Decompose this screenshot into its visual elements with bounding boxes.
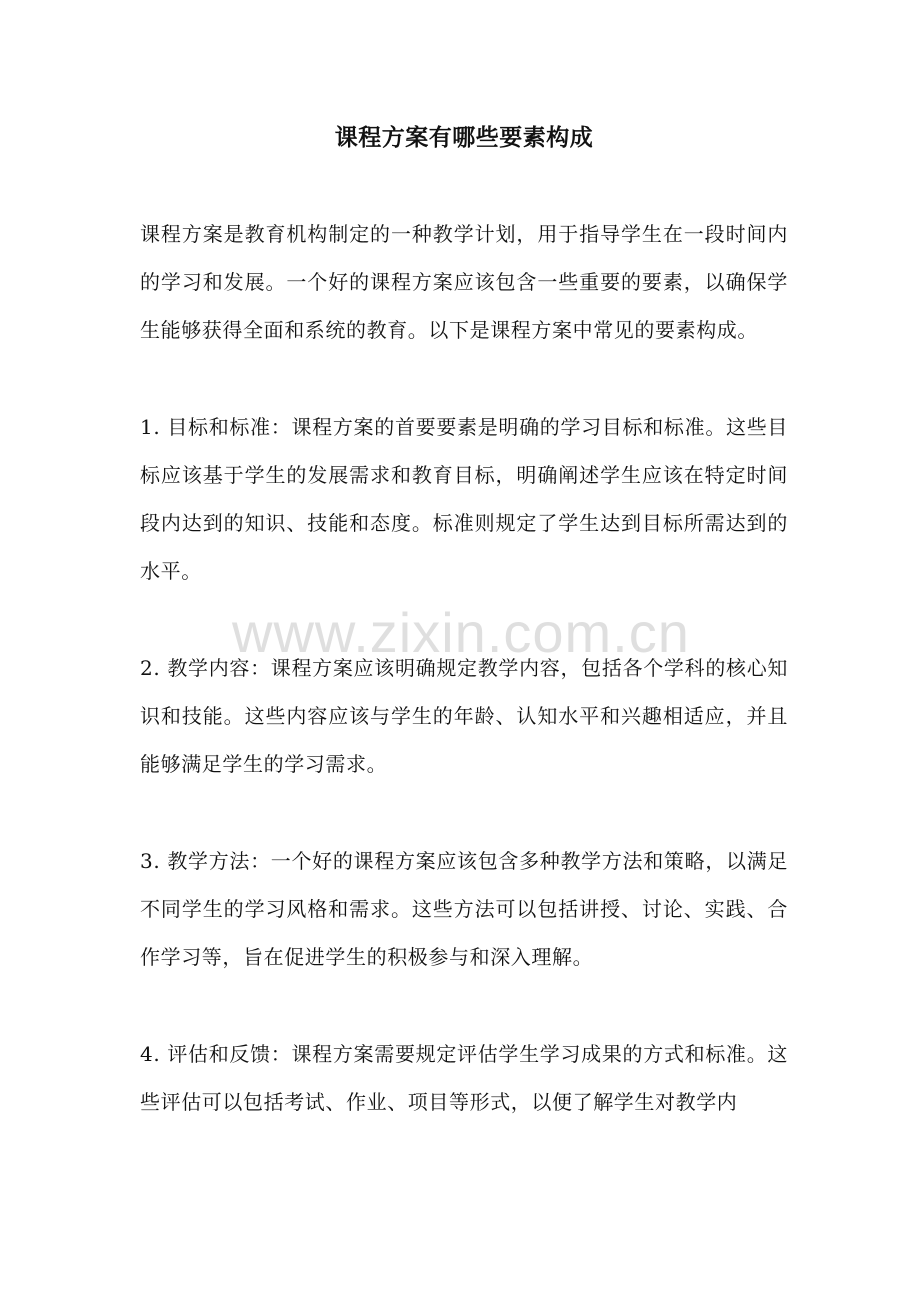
watermark-text: www.zixin.com.cn [232, 601, 690, 664]
document-title: 课程方案有哪些要素构成 [334, 124, 594, 151]
section-paragraph-methods: 3. 教学方法：一个好的课程方案应该包含多种教学方法和策略，以满足不同学生的学习风格和需求。这些方法可以包括讲授、讨论、实践、合作学习等，旨在促进学生的积极参与和深入理解。 [140, 849, 788, 969]
section-paragraph-goals: 1. 目标和标准：课程方案的首要要素是明确的学习目标和标准。这些目标应该基于学生的发展需求和教育目标，明确阐述学生应该在特定时间段内达到的知识、技能和态度。标准则规定了学生达到目标所需达到的水平。 [140, 415, 788, 583]
section-paragraph-content: 2. 教学内容：课程方案应该明确规定教学内容，包括各个学科的核心知识和技能。这些内容应该与学生的年龄、认知水平和兴趣相适应，并且能够满足学生的学习需求。 [140, 656, 788, 776]
intro-paragraph: 课程方案是教育机构制定的一种教学计划，用于指导学生在一段时间内的学习和发展。一个好的课程方案应该包含一些重要的要素，以确保学生能够获得全面和系统的教育。以下是课程方案中常见的要素构成。 [140, 222, 788, 342]
section-paragraph-assessment: 4. 评估和反馈：课程方案需要规定评估学生学习成果的方式和标准。这些评估可以包括考试、作业、项目等形式，以便了解学生对教学内 [140, 1042, 788, 1114]
